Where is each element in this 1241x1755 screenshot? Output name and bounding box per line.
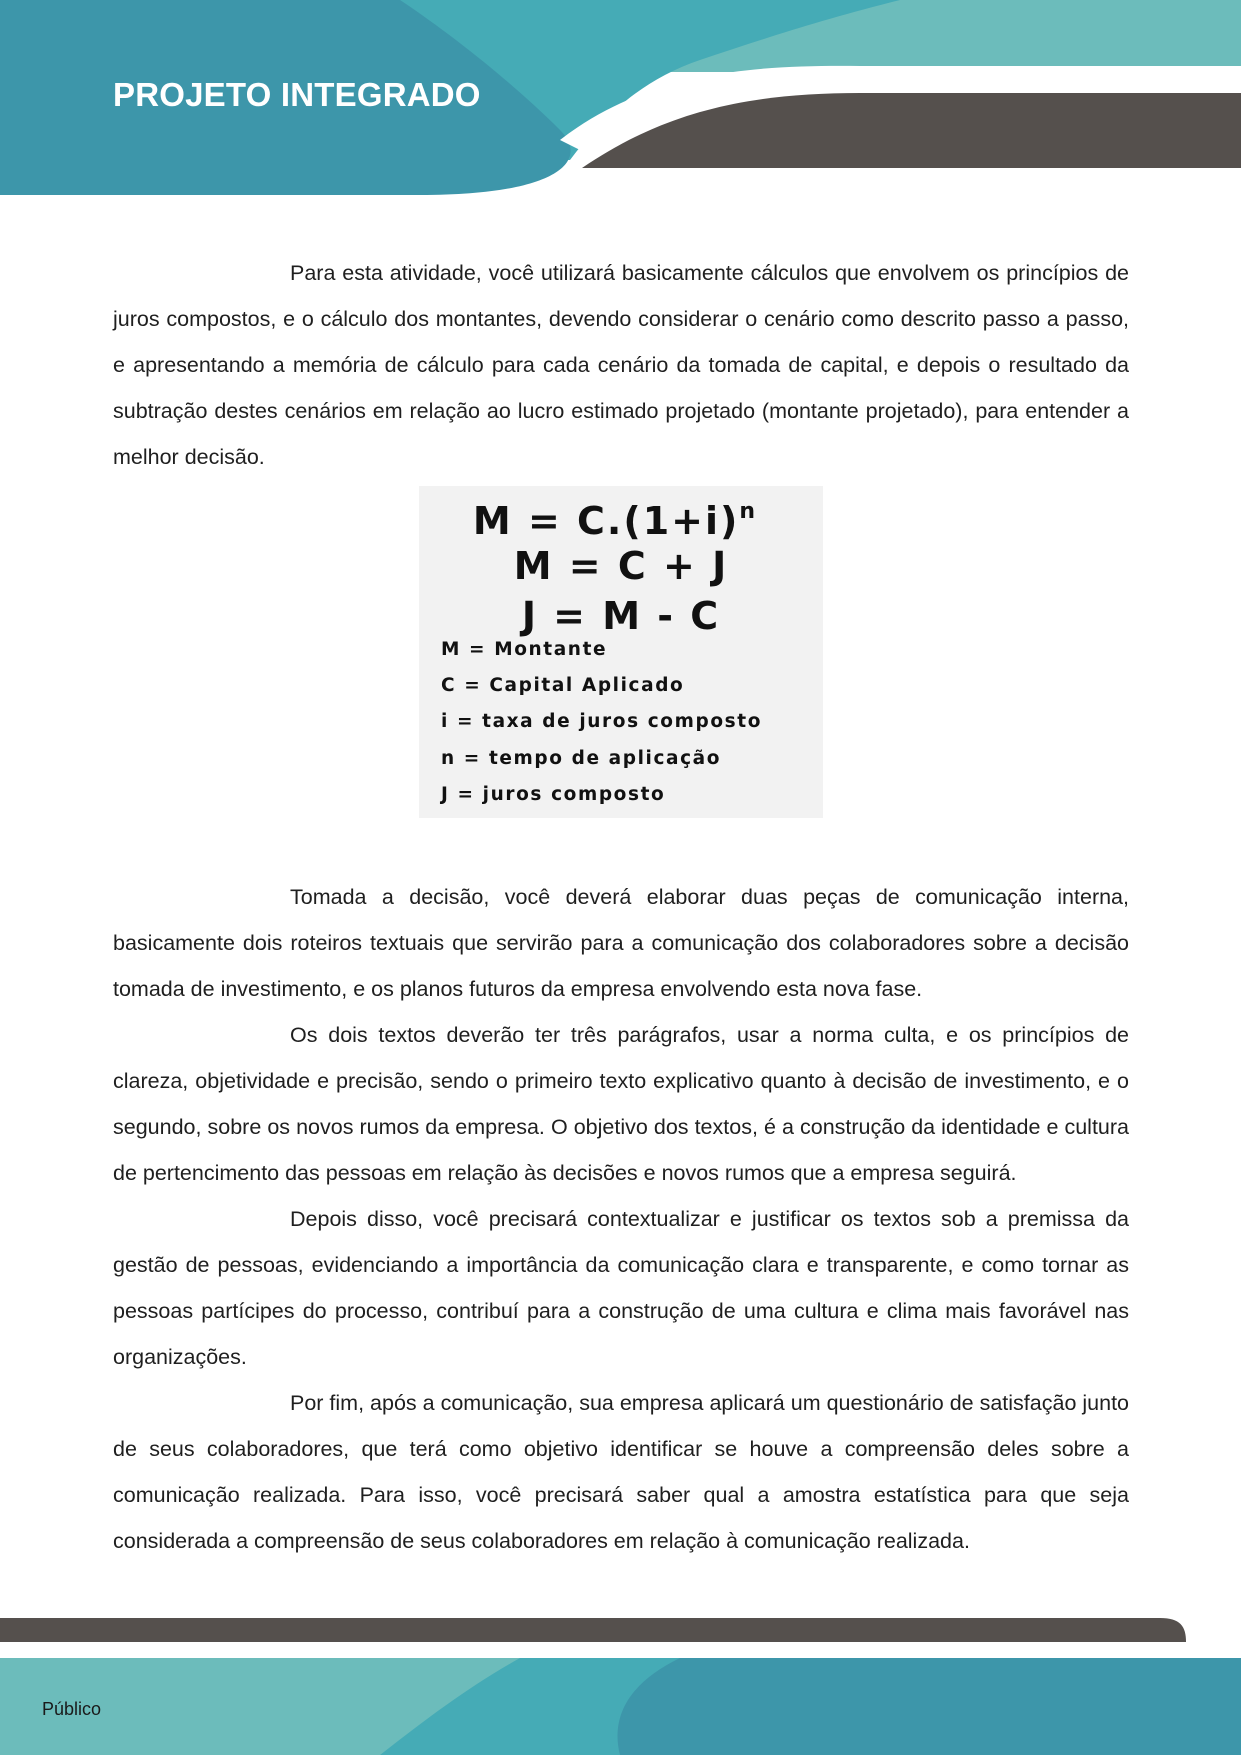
- paragraph-people-management: Depois disso, você precisará contextualizar e justificar os textos sob a premissa da gestão de pessoas, evidenciando a importância da comunicação clara e transparente, e como tornar as pessoas partícipes do processo, contribuí para a construção de uma cultura e clima mais favorável nas organizações.: [113, 1207, 1129, 1369]
- document-title: PROJETO INTEGRADO: [113, 76, 481, 113]
- paragraph-decision: Tomada a decisão, você deverá elaborar duas peças de comunicação interna, basicamente dois roteiros textuais que servirão para a comunicação dos colaboradores sobre a decisão tomada de investimento, e os planos futuros da empresa envolvendo esta nova fase.: [113, 885, 1129, 1001]
- formula-image: [419, 486, 823, 818]
- formula-interest: J = M - C: [521, 594, 721, 638]
- footer-banner: [0, 1616, 1241, 1755]
- legend-montante: M = Montante: [441, 639, 608, 660]
- formula-amount-sum: M = C + J: [513, 544, 729, 588]
- paragraph-intro: Para esta atividade, você utilizará basicamente cálculos que envolvem os princípios de juros compostos, e o cálculo dos montantes, devendo considerar o cenário como descrito passo a passo, e apresentando a memória de cálculo para cada cenário da tomada de capital, e depois o resultado da subtração destes cenários em relação ao lucro estimado projetado (montante projetado), para entender a melhor decisão.: [113, 261, 1129, 469]
- legend-tempo: n = tempo de aplicação: [441, 748, 722, 769]
- footer-dark-band: [0, 1618, 1186, 1642]
- paragraph-two-texts: Os dois textos deverão ter três parágrafos, usar a norma culta, e os princípios de clareza, objetividade e precisão, sendo o primeiro texto explicativo quanto à decisão de investimento, e o segundo, sobre os novos rumos da empresa. O objetivo dos textos, é a construção da identidade e cultura de pertencimento das pessoas em relação às decisões e novos rumos que a empresa seguirá.: [113, 1023, 1129, 1185]
- footer-dark-wave: [618, 1658, 1241, 1755]
- paragraph-questionnaire: Por fim, após a comunicação, sua empresa aplicará um questionário de satisfação junto de seus colaboradores, que terá como objetivo identificar se houve a compreensão deles sobre a comunicação realizada. Para isso, você precisará saber qual a amostra estatística para que seja considerada a compreensão de seus colaboradores em relação à comunicação realizada.: [113, 1391, 1129, 1553]
- formula-compound-amount: $M = C.(1+i)^n$: [472, 499, 758, 543]
- legend-capital: C = Capital Aplicado: [441, 675, 685, 696]
- formula-exponent: n: [739, 499, 758, 524]
- legend-juros: J = juros composto: [441, 784, 666, 805]
- document-body: [113, 250, 1129, 1564]
- legend-taxa: i = taxa de juros composto: [441, 711, 763, 732]
- classification-label: Público: [42, 1699, 102, 1719]
- spacer: [113, 818, 1129, 874]
